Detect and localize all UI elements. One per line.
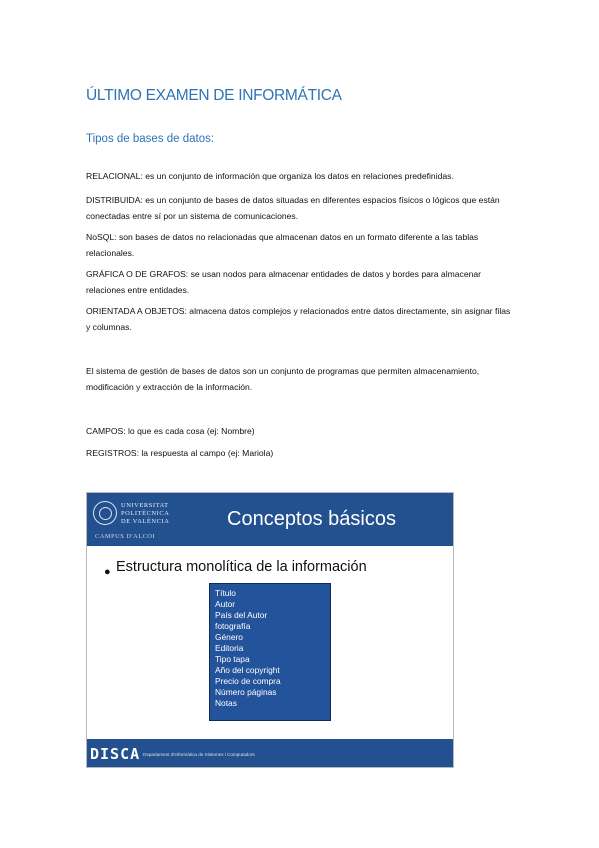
field-item: Género (215, 632, 243, 642)
field-item: Tipo tapa (215, 654, 250, 664)
university-name-line-2: POLITÈCNICA (121, 510, 170, 517)
slide-footer (87, 739, 453, 767)
section-subtitle: Tipos de bases de datos: (86, 133, 215, 145)
field-item: Autor (215, 599, 236, 609)
department-name: Departament d'Informàtica de Sistemes i Computadors (143, 752, 255, 757)
embedded-slide (86, 492, 454, 768)
slide-title: Conceptos básicos (227, 508, 396, 530)
field-item: Título (215, 588, 236, 598)
disca-logo: DISCA (90, 745, 141, 763)
field-item: País del Autor (215, 610, 268, 620)
field-item: Año del copyright (215, 665, 280, 675)
bullet-dot-icon: ● (104, 566, 111, 578)
field-item: fotografía (215, 621, 251, 631)
paragraph-campos: CAMPOS: lo que es cada cosa (ej: Nombre) (86, 426, 255, 436)
paragraph-grafica: GRÁFICA O DE GRAFOS: se usan nodos para almacenar entidades de datos y bordes para almacenar relaciones entre entidades. (86, 269, 482, 295)
field-item: Notas (215, 698, 237, 708)
paragraph-registros: REGISTROS: la respuesta al campo (ej: Mariola) (86, 448, 274, 458)
page-title: ÚLTIMO EXAMEN DE INFORMÁTICA (86, 87, 342, 104)
university-name-line-1: UNIVERSITAT (121, 502, 169, 509)
slide-bullet-text: Estructura monolítica de la información (116, 559, 367, 575)
university-seal-icon (93, 501, 117, 525)
fields-box (209, 583, 331, 721)
field-item: Número páginas (215, 687, 277, 697)
field-item: Precio de compra (215, 676, 281, 686)
paragraph-orientada-objetos: ORIENTADA A OBJETOS: almacena datos complejos y relacionados entre datos directamente, sin asignar filas y columnas. (86, 306, 511, 332)
campus-label: CAMPUS D'ALCOI (95, 533, 156, 540)
slide-header (87, 493, 453, 546)
field-item: Editoria (215, 643, 244, 653)
paragraph-relacional: RELACIONAL: es un conjunto de información que organiza los datos en relaciones predefinidas. (86, 171, 454, 181)
paragraph-distribuida: DISTRIBUIDA: es un conjunto de bases de datos situadas en diferentes espacios físicos o lógicos que están conectadas entre sí por un sistema de comunicaciones. (86, 195, 500, 221)
paragraph-sgbd: El sistema de gestión de bases de datos son un conjunto de programas que permiten almacenamiento, modificación y extracción de la información. (86, 366, 480, 392)
paragraph-nosql: NoSQL: son bases de datos no relacionadas que almacenan datos en un formato diferente a las tablas relacionales. (86, 232, 479, 258)
university-name-line-3: DE VALÈNCIA (121, 518, 170, 525)
